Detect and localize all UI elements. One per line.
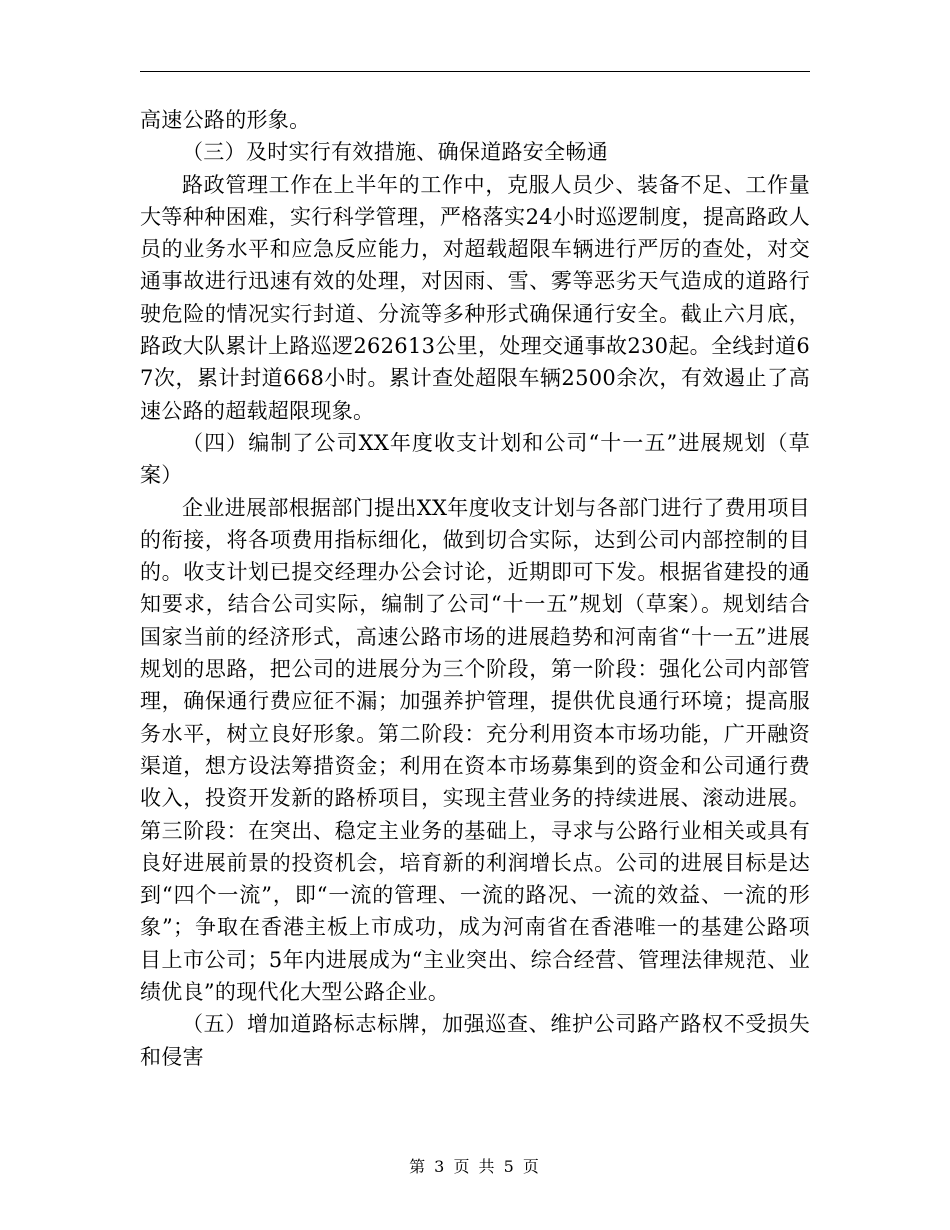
page-number: 第 3 页 共 5 页: [409, 1157, 541, 1176]
header-rule: [140, 71, 810, 72]
document-body: [140, 104, 810, 1073]
paragraph-road-administration: 路政管理工作在上半年的工作中，克服人员少、装备不足、工作量大等种种困难，实行科学管理，严格落实24小时巡逻制度，提高路政人员的业务水平和应急反应能力，对超载超限车辆进行严厉的查处，对交通事故进行迅速有效的处理，对因雨、雪、雾等恶劣天气造成的道路行驶危险的情况实行封道、分流等多种形式确保通行安全。截止六月底，路政大队累计上路巡逻262613公里，处理交通事故230起。全线封道67次，累计封道668小时。累计查处超限车辆2500余次，有效遏止了高速公路的超载超限现象。: [140, 172, 810, 423]
paragraph-development-plan: 企业进展部根据部门提出XX年度收支计划与各部门进行了费用项目的衔接，将各项费用指标细化，做到切合实际，达到公司内部控制的目的。收支计划已提交经理办公会讨论，近期即可下发。根据省建投的通知要求，结合公司实际，编制了公司“十一五”规划（草案）。规划结合国家当前的经济形式，高速公路市场的进展趋势和河南省“十一五”进展规划的思路，把公司的进展分为三个阶段，第一阶段：强化公司内部管理，确保通行费应征不漏；加强养护管理，提供优良通行环境；提高服务水平，树立良好形象。第二阶段：充分利用资本市场功能，广开融资渠道，想方设法筹措资金；利用在资本市场募集到的资金和公司通行费收入，投资开发新的路桥项目，实现主营业务的持续进展、滚动进展。第三阶段：在突出、稳定主业务的基础上，寻求与公路行业相关或具有良好进展前景的投资机会，培育新的利润增长点。公司的进展目标是达到“四个一流”，即“一流的管理、一流的路况、一流的效益、一流的形象”；争取在香港主板上市成功，成为河南省在香港唯一的基建公路项目上市公司；5年内进展成为“主业突出、综合经营、管理法律规范、业绩优良”的现代化大型公路企业。: [140, 495, 810, 1005]
section-heading-3: （三）及时实行有效措施、确保道路安全畅通: [182, 140, 608, 165]
section-heading-5: （五）增加道路标志标牌，加强巡查、维护公司路产路权不受损失和侵害: [140, 1012, 810, 1069]
section-heading-4: （四）编制了公司XX年度收支计划和公司“十一五”进展规划（草案）: [140, 430, 810, 488]
paragraph-continuation: 高速公路的形象。: [140, 108, 311, 132]
